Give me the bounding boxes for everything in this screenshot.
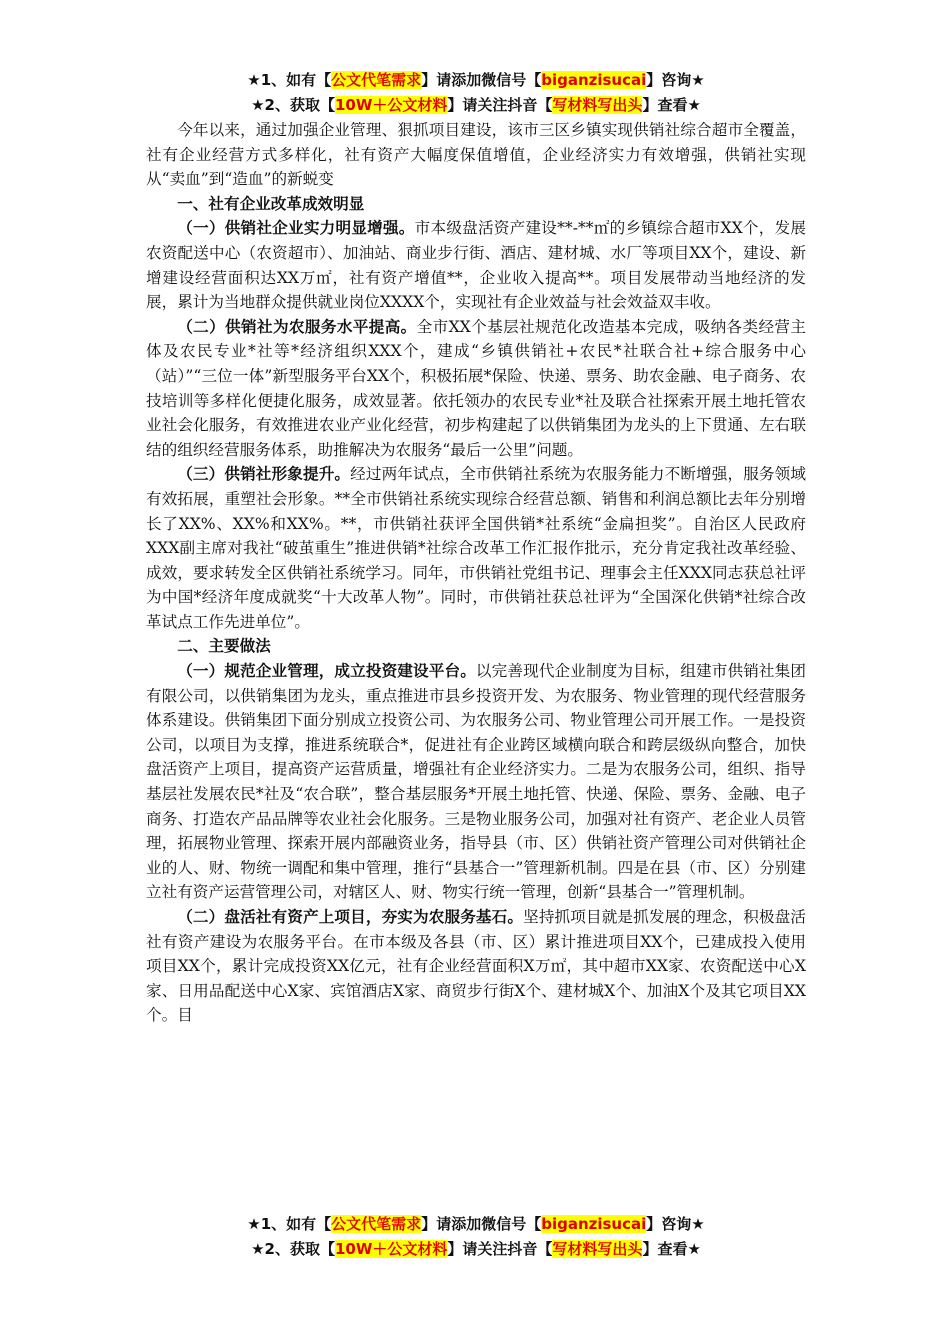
document-page: [146, 0, 806, 1258]
banner-line-2: ★2、获取【10W＋公文材料】请关注抖音【写材料写出头】查看★: [251, 1240, 701, 1258]
paragraph-m2: （二）盘活社有资产上项目，夯实为农服务基石。坚持抓项目就是抓发展的理念，积极盘活社有资产建设为农服务平台。在市本级及各县（市、区）累计推进项目XX个，已建成投入使用项目XX个，累计完成投资XX亿元，社有企业经营面积X万㎡，其中超市XX家、农资配送中心X家、日用品配送中心X家、宾馆酒店X家、商贸步行街X个、建材城X个、加油X个及其它项目XX个。目: [146, 908, 806, 1025]
highlight-douyin-account: 写材料写出头: [552, 1240, 643, 1258]
highlight-materials: 10W＋公文材料: [334, 96, 448, 114]
banner-line-1: ★1、如有【公文代笔需求】请添加微信号【biganzisucai】咨询★: [247, 71, 705, 89]
highlight-douyin-account: 写材料写出头: [552, 96, 643, 114]
subheading-m1: （一）规范企业管理，成立投资建设平台。: [177, 662, 476, 681]
highlight-wechat-id: biganzisucai: [541, 71, 647, 89]
banner-line-1: ★1、如有【公文代笔需求】请添加微信号【biganzisucai】咨询★: [247, 1215, 705, 1233]
highlight-materials: 10W＋公文材料: [334, 1240, 448, 1258]
subheading-m2: （二）盘活社有资产上项目，夯实为农服务基石。: [177, 908, 524, 926]
document-body: [146, 118, 806, 1028]
intro-paragraph: 今年以来，通过加强企业管理、狠抓项目建设，该市三区乡镇实现供销社综合超市全覆盖，社有企业经营方式多样化，社有资产大幅度保值增值，企业经济实力有效增强，供销社实现从“卖血”到“造血”的新蜕变: [146, 121, 806, 189]
section-heading-1: 一、社有企业改革成效明显: [177, 194, 365, 213]
top-banner: [146, 68, 806, 118]
highlight-service: 公文代笔需求: [331, 1215, 422, 1233]
paragraph-s3: （三）供销社形象提升。经过两年试点，全市供销社系统为农服务能力不断增强，服务领域有效拓展，重塑社会形象。**全市供销社系统实现综合经营总额、销售和利润总额比去年分别增长了XX%、XX%和XX%。**，市供销社获评全国供销*社系统“金扁担奖”。自治区人民政府XXX副主席对我社“破茧重生”推进供销*社综合改革工作汇报作批示，充分肯定我社改革经验、成效，要求转发全区供销社系统学习。同年，市供销社党组书记、理事会主任XXX同志获总社评为中国*经济年度成就奖“十大改革人物”。同时，市供销社获总社评为“全国深化供销*社综合改革试点工作先进单位”。: [146, 465, 806, 631]
bottom-banner: [146, 1212, 806, 1262]
highlight-service: 公文代笔需求: [331, 71, 422, 89]
subheading-s2: （二）供销社为农服务水平提高。: [177, 317, 417, 336]
section-heading-2: 二、主要做法: [177, 637, 271, 656]
paragraph-m1: （一）规范企业管理，成立投资建设平台。以完善现代企业制度为目标，组建市供销社集团有限公司，以供销集团为龙头，重点推进市县乡投资开发、为农服务、物业管理的现代经营服务体系建设。供销集团下面分别成立投资公司、为农服务公司、物业管理公司开展工作。一是投资公司，以项目为支撑，推进系统联合*，促进社有企业跨区域横向联合和跨层级纵向整合，加快盘活资产上项目，提高资产运营质量，增强社有企业经济实力。二是为农服务公司，组织、指导基层社发展农民*社及“农合联”，整合基层服务*开展土地托管、快递、保险、票务、金融、电子商务、打造农产品品牌等农业社会化服务。三是物业服务公司，加强对社有资产、老企业人员管理，拓展物业管理、探索开展内部融资业务，指导县（市、区）供销社资产管理公司对供销社企业的人、财、物统一调配和集中管理，推行“县基合一”管理新机制。四是在县（市、区）分别建立社有资产运营管理公司，对辖区人、财、物实行统一管理，创新“县基合一”管理机制。: [146, 662, 806, 902]
highlight-wechat-id: biganzisucai: [541, 1215, 647, 1233]
subheading-s3: （三）供销社形象提升。: [177, 465, 351, 484]
paragraph-s1: （一）供销社企业实力明显增强。市本级盘活资产建设**-**㎡的乡镇综合超市XX个，发展农资配送中心（农资超市）、加油站、商业步行街、酒店、建材城、水厂等项目XX个，建设、新增建设经营面积达XX万㎡，社有资产增值**，企业收入提高**。项目发展带动当地经济的发展，累计为当地群众提供就业岗位XXXX个，实现社有企业效益与社会效益双丰收。: [146, 219, 806, 312]
subheading-s1: （一）供销社企业实力明显增强。: [177, 219, 415, 238]
paragraph-s2: （二）供销社为农服务水平提高。全市XX个基层社规范化改造基本完成，吸纳各类经营主体及农民专业*社等*经济组织XXX个，建成“乡镇供销社+农民*社联合社+综合服务中心（站）”“三位一体”新型服务平台XX个，积极拓展*保险、快递、票务、助农金融、电子商务、农技培训等多样化便捷化服务，成效显著。依托领办的农民专业*社及联合社探索开展土地托管农业社会化服务，有效推进农业产业化经营，初步构建起了以供销集团为龙头的上下贯通、左右联结的组织经营服务体系，助推解决为农服务“最后一公里”问题。: [146, 317, 806, 459]
banner-line-2: ★2、获取【10W＋公文材料】请关注抖音【写材料写出头】查看★: [251, 96, 701, 114]
